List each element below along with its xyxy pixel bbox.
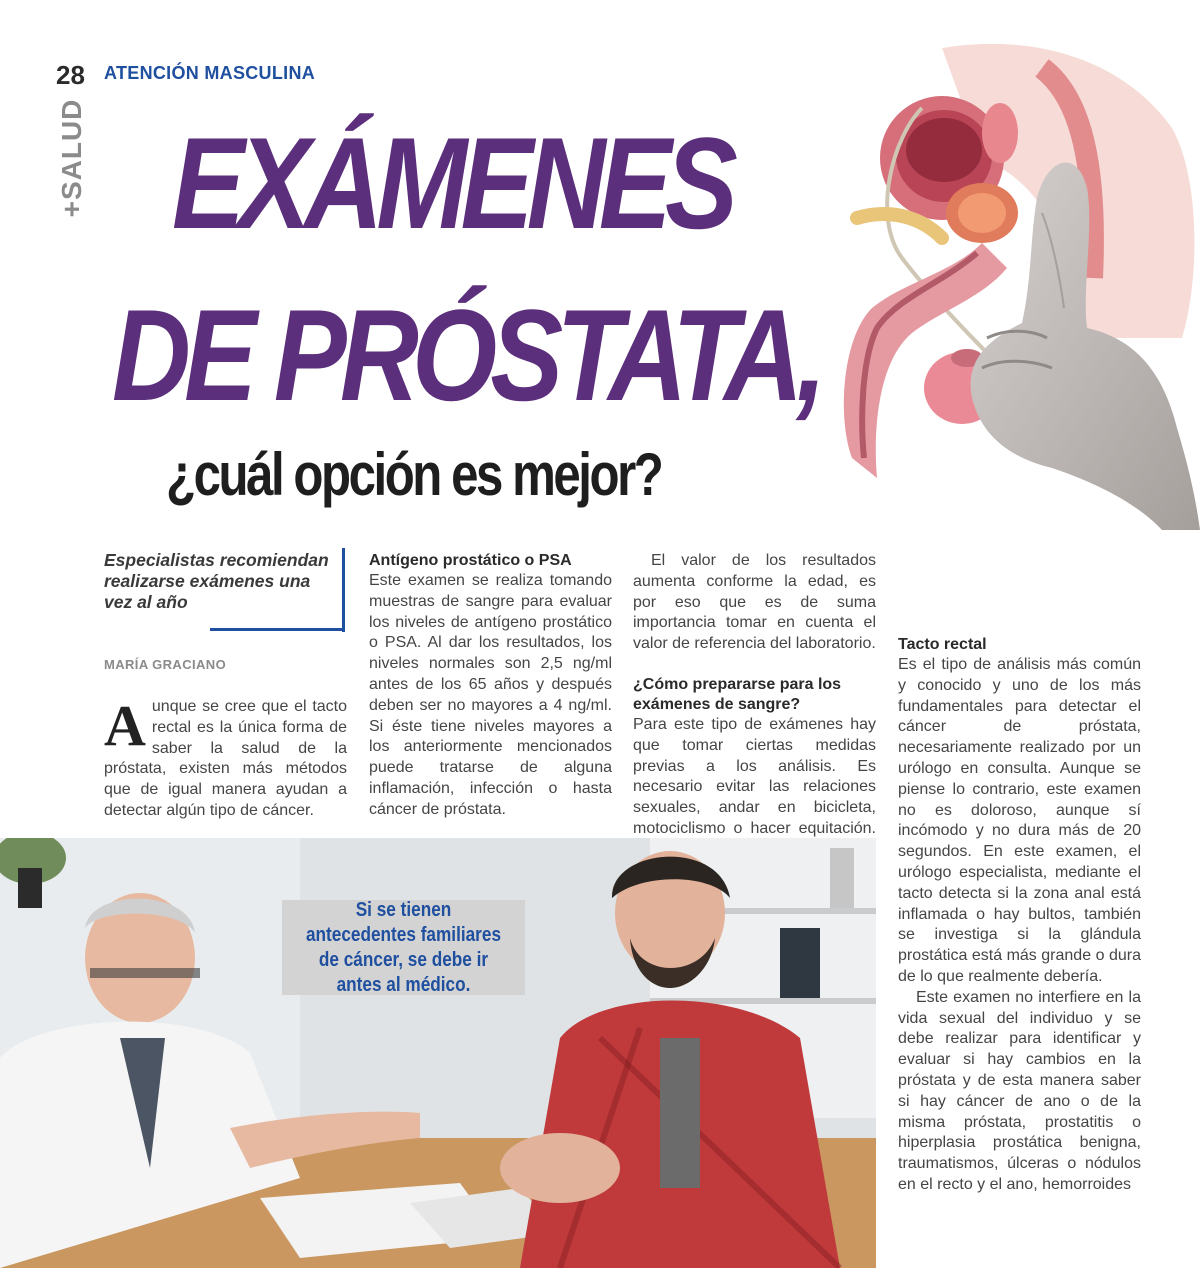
- prepare-text-continued-space: [898, 551, 1141, 635]
- pull-quote: Especialistas recomiendan realizarse exámenes una vez al año: [104, 550, 329, 612]
- psa-text: Este examen se realiza tomando muestras de sangre para evaluar los niveles de antígeno prostático o PSA. Al dar los resultados, los niveles normales son 2,5 ng/ml antes de los 65 años y después deben ser no mayores a 4 ng/ml. Si éste tiene niveles mayores a los anteriormente mencionados puede tratarse de alguna inflamación, infección o hasta cáncer de próstata.: [369, 572, 612, 818]
- psa-heading: Antígeno prostático o PSA: [369, 552, 572, 569]
- article-column-4: [898, 551, 1141, 1196]
- headline-line-2: DE PRÓSTATA,: [112, 282, 821, 428]
- prepare-heading: ¿Cómo prepararse para los exámenes de sangre?: [633, 675, 842, 713]
- article-column-1: [104, 693, 347, 822]
- prostate-anatomy-illustration: [832, 38, 1200, 530]
- section-tag: ATENCIÓN MASCULINA: [104, 63, 316, 83]
- prepare-text: Para este tipo de exámenes hay que tomar ciertas medidas previas a los análisis. Es necesario evitar las relaciones sexuales, andar en bicicleta, motociclismo o hacer equitación.: [633, 715, 876, 837]
- page-number: 28: [56, 60, 85, 90]
- rectal-text-2: Este examen no interfiere en la vida sexual del individuo y se debe realizar para identificar y evaluar si hay cambios en la próstata y de esta manera saber si hay cáncer de ano o de la misma próstata, prostatitis o hiperplasia prostática benigna, traumatismos, úlceras o nódulos en el recto y el ano, hemorroides: [898, 988, 1141, 1193]
- article-column-2: [369, 551, 612, 821]
- byline: MARÍA GRACIANO: [104, 657, 227, 672]
- intro-text: unque se cree que el tacto rectal es la única forma de saber la salud de la próstata, existen más métodos que de igual manera ayudan a detectar algún tipo de cáncer.: [104, 698, 347, 819]
- drop-cap: A: [104, 693, 146, 758]
- callout-text: Si se tienen antecedentes familiares de cáncer, se debe ir antes al médico.: [305, 898, 502, 996]
- pull-quote-rule-vertical: [342, 548, 345, 632]
- side-tab-label: +SALUD: [56, 98, 87, 218]
- headline-subtitle: ¿cuál opción es mejor?: [166, 441, 662, 508]
- results-text: El valor de los resultados aumenta conforme la edad, es por eso que es de suma importancia tomar en cuenta el valor de referencia del laboratorio.: [633, 552, 876, 653]
- rectal-heading: Tacto rectal: [898, 636, 987, 653]
- pull-quote-rule-horizontal: [210, 628, 345, 631]
- side-tab: [40, 96, 104, 220]
- headline-line-1: EXÁMENES: [172, 110, 732, 256]
- rectal-text-1: Es el tipo de análisis más común y conocido y uno de los más fundamentales para detectar el cáncer de próstata, necesariamente realizado por un urólogo en consulta. Aunque se piense lo contrario, este examen no es doloroso, aunque sí incómodo y no dura más de 20 segundos. En este examen, el urólogo especialista, mediante el tacto detecta si la zona anal está inflamada o hay bultos, también se investiga si la glándula prostática está más grande o dura de lo que realmente debería.: [898, 656, 1141, 985]
- callout-box: [282, 900, 525, 995]
